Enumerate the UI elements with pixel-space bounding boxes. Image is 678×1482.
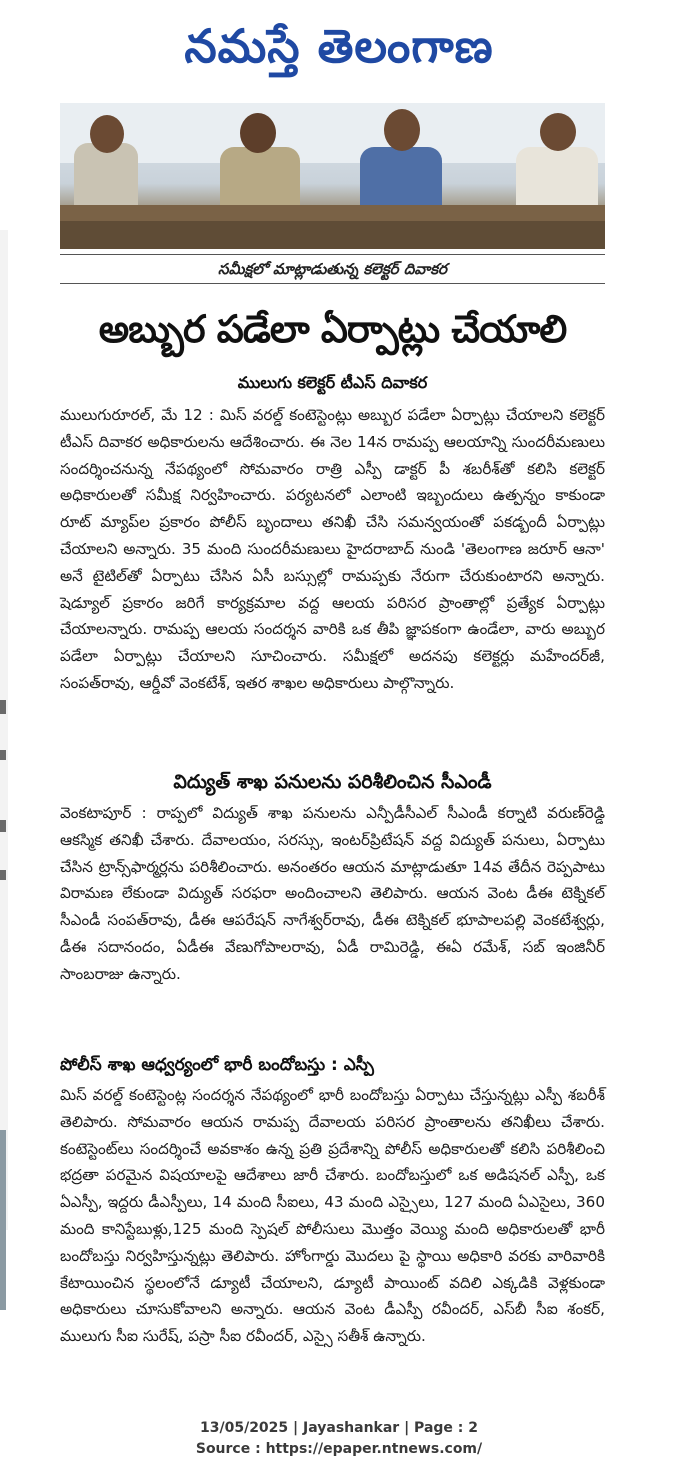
news-photo: [60, 103, 605, 249]
masthead-title: నమస్తే తెలంగాణ: [184, 19, 494, 73]
newspaper-masthead: [0, 0, 678, 92]
article-body: ములుగురూరల్, మే 12 : మిస్ వరల్డ్ కంటెస్టెంట్లు అబ్బుర పడేలా ఏర్పాట్లు చేయాలని కలెక్టర్ టీఎస్ దివాకర అధికారులను ఆదేశించారు. ఈ నెల 14న రామప్ప ఆలయాన్ని సుందరీమణులు సందర్శించనున్న నేపథ్యంలో సోమవారం రాత్రి ఎస్పీ డాక్టర్ పీ శబరీశ్‌తో కలిసి కలెక్టర్ అధికారులతో సమీక్ష నిర్వహించారు. పర్యటనలో ఎలాంటి ఇబ్బందులు ఉత్పన్నం కాకుండా రూట్ మ్యాప్‌ల ప్రకారం పోలీస్ బృందాలు తనిఖీ చేసి సమన్వయంతో పకడ్బందీ ఏర్పాట్లు చేయాలని అన్నారు. 35 మంది సుందరీమణులు హైదరాబాద్ నుండి 'తెలంగాణ జరూర్ ఆనా' అనే టైటిల్‌తో ఏర్పాటు చేసిన ఏసీ బస్సుల్లో రామప్పకు నేరుగా చేరుకుంటారని అన్నారు. షెడ్యూల్ ప్రకారం జరిగే కార్యక్రమాల వద్ద ఆలయ పరిసర ప్రాంతాల్లో ప్రత్యేక ఏర్పాట్లు చేయాలన్నారు. రామప్ప ఆలయ సందర్శన వారికి ఒక తీపి జ్ఞాపకంగా ఉండేలా, వారు అబ్బుర పడేలా ఏర్పాట్లు చేయాలని సూచించారు. సమీక్షలో అదనపు కలెక్టర్లు మహేందర్‌జీ, సంపత్‌రావు, ఆర్డీవో వెంకటేశ్, ఇతర శాఖల అధికారులు పాల్గొన్నారు.: [60, 406, 605, 692]
adjacent-page-edge: [0, 230, 8, 1230]
section-heading-electricity: విద్యుత్ శాఖ పనులను పరిశీలించిన సీఎండీ: [173, 771, 492, 793]
article-subhead: ములుగు కలెక్టర్ టీఎస్ దివాకర: [237, 373, 428, 392]
page-footer: [0, 1418, 678, 1460]
footer-edition-line: 13/05/2025 | Jayashankar | Page : 2: [200, 1420, 478, 1436]
photo-caption: సమీక్షలో మాట్లాడుతున్న కలెక్టర్ దివాకర: [60, 254, 605, 284]
section-body-police: మిస్ వరల్డ్ కంటెస్టెంట్ల సందర్శన నేపథ్యంలో భారీ బందోబస్తు ఏర్పాటు చేస్తున్నట్లు ఎస్పీ శబరీశ్ తెలిపారు. సోమవారం ఆయన రామప్ప దేవాలయ పరిసర ప్రాంతాలను తనిఖీలు చేశారు. కంటెస్టెంట్‌లు సందర్శించే అవకాశం ఉన్న ప్రతి ప్రదేశాన్ని పోలీస్ అధికారులతో కలిసి పరిశీలించి భద్రతా పరమైన విషయాలపై ఆదేశాలు జారీ చేశారు. బందోబస్తులో ఒక అడిషనల్ ఎస్పీ, ఒక ఏఎస్పీ, ఇద్దరు డీఎస్పీలు, 14 మంది సీఐలు, 43 మంది ఎస్సైలు, 127 మంది ఏఎసైలు, 360 మంది కానిస్టేబుళ్లు,125 మంది స్పెషల్ పోలీసులు మొత్తం వెయ్యి మంది అధికారులతో భారీ బందోబస్తు నిర్వహిస్తున్నట్లు తెలిపారు. హోంగార్డు మొదలు పై స్థాయి అధికారి వరకు వారివారికి కేటాయించిన స్థలంలోనే డ్యూటీ చేయాలని, డ్యూటీ పాయింట్ వదిలి ఎక్కడికి వెళ్లకుండా అధికారులు చూసుకోవాలని అన్నారు. ఆయన వెంట డీఎస్పీ రవీందర్, ఎస్‌బీ సీఐ శంకర్, ములుగు సీఐ సురేష్, పస్రా సీఐ రవీందర్, ఎస్సై సతీశ్ ఉన్నారు.: [60, 1086, 605, 1346]
section-body-electricity: వెంకటాపూర్ : రాప్పలో విద్యుత్ శాఖ పనులను ఎన్పీడీసీఎల్ సీఎండీ కర్నాటి వరుణ్‌రెడ్డి ఆకస్మిక తనిఖీ చేశారు. దేవాలయం, సరస్సు, ఇంటర్‌ప్రిటేషన్ వద్ద విద్యుత్ పనులు, ఏర్పాటు చేసిన ట్రాన్స్‌ఫార్మర్లను పరిశీలించారు. అనంతరం ఆయన మాట్లాడుతూ 14వ తేదీన రెప్పపాటు విరామణ లేకుండా విద్యుత్ సరఫరా అందించాలని తెలిపారు. ఆయన వెంట డీఈ టెక్నికల్ సీఎండీ సంపత్‌రావు, డీఈ ఆపరేషన్ నాగేశ్వర్‌రావు, డీఈ టెక్నికల్ భూపాలపల్లి వెంకటేశ్వర్లు, డీఈ సదానందం, ఏడీఈ వేణుగోపాలరావు, ఏడీ రామిరెడ్డి, ఈఏ రమేశ్, సబ్ ఇంజినీర్ సాంబరాజు ఉన్నారు.: [60, 804, 605, 983]
section-heading-police: పోలీస్ శాఖ ఆధ్వర్యంలో భారీ బందోబస్తు : ఎస్పీ: [60, 1055, 374, 1075]
article-headline: అబ్బుర పడేలా ఏర్పాట్లు చేయాలి: [98, 307, 567, 351]
footer-source-line: Source : https://epaper.ntnews.com/: [195, 1441, 483, 1457]
